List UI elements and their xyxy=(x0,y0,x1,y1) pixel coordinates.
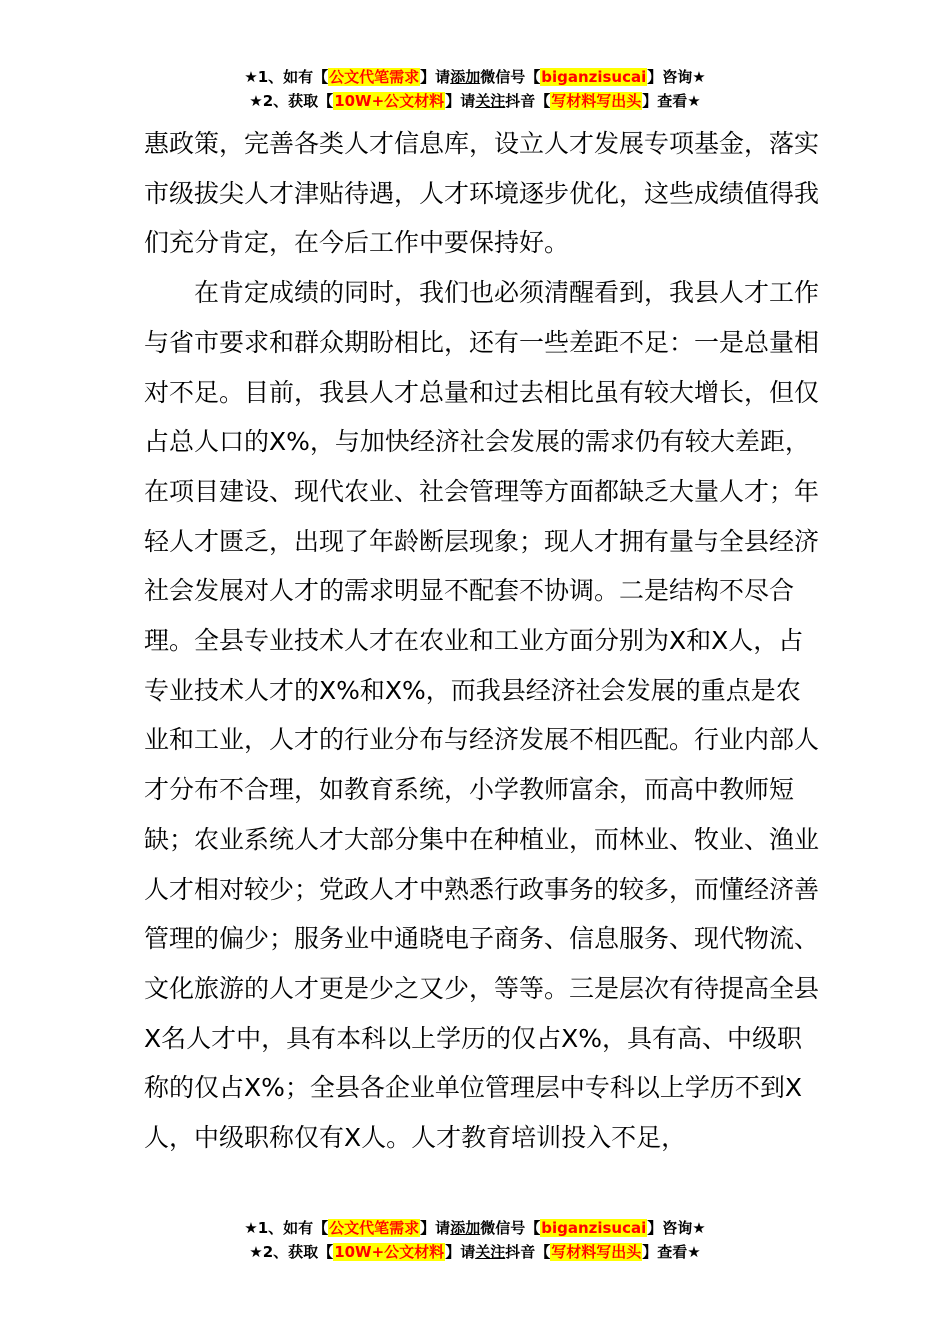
highlight-service: 公文代笔需求 xyxy=(329,1219,420,1237)
highlight-service: 公文代笔需求 xyxy=(329,68,420,86)
highlight-wechat-id: biganzisucai xyxy=(541,1219,647,1237)
paragraph-1: 惠政策，完善各类人才信息库，设立人才发展专项基金，落实市级拔尖人才津贴待遇，人才环境逐步优化，这些成绩值得我们充分肯定，在今后工作中要保持好。 xyxy=(144,129,820,258)
highlight-wechat-id: biganzisucai xyxy=(541,68,647,86)
highlight-douyin-id: 写材料写出头 xyxy=(551,92,642,110)
document-body xyxy=(144,119,824,1163)
highlight-materials: 10W+公文材料 xyxy=(334,92,445,110)
promo-line-1: ★1、如有【公文代笔需求】请添加微信号【biganzisucai】咨询★ xyxy=(244,68,706,86)
promo-line-2: ★2、获取【10W+公文材料】请关注抖音【写材料写出头】查看★ xyxy=(249,92,701,110)
highlight-douyin-id: 写材料写出头 xyxy=(551,1243,642,1261)
paragraph-2: 在肯定成绩的同时，我们也必须清醒看到，我县人才工作与省市要求和群众期盼相比，还有一些差距不足：一是总量相对不足。目前，我县人才总量和过去相比虽有较大增长，但仅占总人口的X%，与加快经济社会发展的需求仍有较大差距，在项目建设、现代农业、社会管理等方面都缺乏大量人才；年轻人才匮乏，出现了年龄断层现象；现人才拥有量与全县经济社会发展对人才的需求明显不配套不协调。二是结构不尽合理。全县专业技术人才在农业和工业方面分别为X和X人，占专业技术人才的X%和X%，而我县经济社会发展的重点是农业和工业，人才的行业分布与经济发展不相匹配。行业内部人才分布不合理，如教育系统，小学教师富余，而高中教师短缺；农业系统人才大部分集中在种植业，而林业、牧业、渔业人才相对较少；党政人才中熟悉行政事务的较多，而懂经济善管理的偏少；服务业中通晓电子商务、信息服务、现代物流、文化旅游的人才更是少之又少，等等。三是层次有待提高全县X名人才中，具有本科以上学历的仅占X%，具有高、中级职称的仅占X%；全县各企业单位管理层中专科以上学历不到X人，中级职称仅有X人。人才教育培训投入不足， xyxy=(144,278,820,1153)
top-promo-banner xyxy=(0,66,950,114)
promo-line-2: ★2、获取【10W+公文材料】请关注抖音【写材料写出头】查看★ xyxy=(249,1243,701,1261)
promo-line-1: ★1、如有【公文代笔需求】请添加微信号【biganzisucai】咨询★ xyxy=(244,1219,706,1237)
bottom-promo-banner xyxy=(0,1217,950,1265)
highlight-materials: 10W+公文材料 xyxy=(334,1243,445,1261)
